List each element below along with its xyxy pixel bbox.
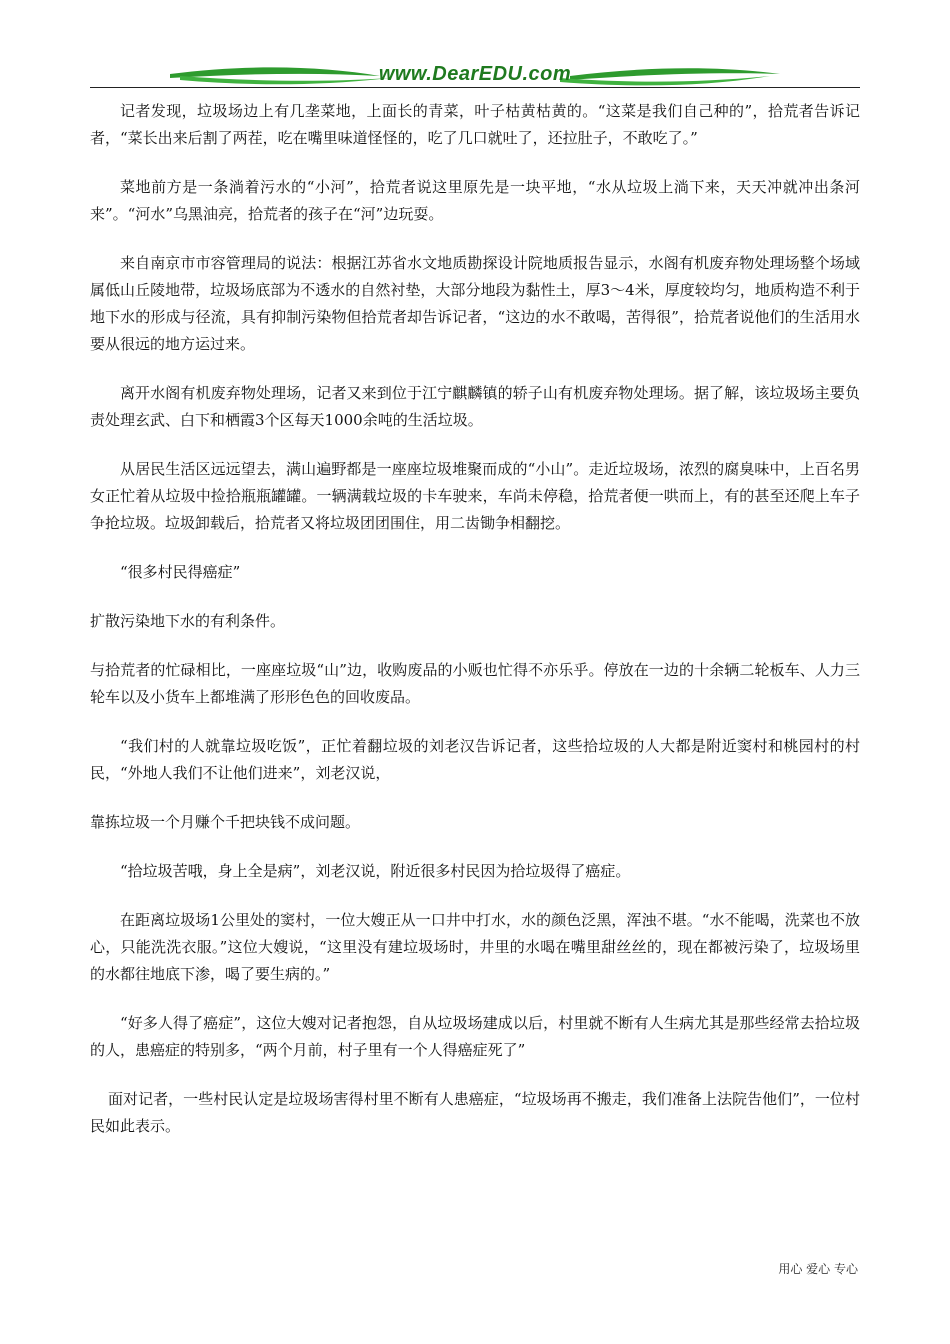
article-paragraph: 靠拣垃圾一个月赚个千把块钱不成问题。 — [90, 813, 361, 831]
article-paragraph: “很多村民得癌症” — [120, 563, 241, 581]
article-paragraph: “拾垃圾苦哦，身上全是病”，刘老汉说，附近很多村民因为拾垃圾得了癌症。 — [120, 862, 631, 880]
site-url: www.DearEDU.com — [378, 63, 572, 85]
article-paragraph: 与拾荒者的忙碌相比，一座座垃圾“山”边，收购废品的小贩也忙得不亦乐乎。停放在一边的十余辆二轮板车、人力三轮车以及小货车上都堆满了形形色色的回收废品。 — [90, 661, 860, 706]
article-paragraph: 面对记者，一些村民认定是垃圾场害得村里不断有人患癌症，“垃圾场再不搬走，我们准备上法院告他们”，一位村民如此表示。 — [90, 1090, 860, 1135]
article-paragraph: “我们村的人就靠垃圾吃饭”，正忙着翻垃圾的刘老汉告诉记者，这些拾垃圾的人大都是附近窦村和桃园村的村民，“外地人我们不让他们进来”，刘老汉说， — [90, 737, 860, 782]
article-paragraph: 记者发现，垃圾场边上有几垄菜地，上面长的青菜，叶子枯黄枯黄的。“这菜是我们自己种的”，拾荒者告诉记者，“菜长出来后割了两茬，吃在嘴里味道怪怪的，吃了几口就吐了，还拉肚子，不敢吃了。” — [90, 102, 860, 147]
footer-motto: 用心 爱心 专心 — [778, 1262, 858, 1276]
article-paragraph: 从居民生活区远远望去，满山遍野都是一座座垃圾堆聚而成的“小山”。走近垃圾场，浓烈的腐臭味中，上百名男女正忙着从垃圾中捡拾瓶瓶罐罐。一辆满载垃圾的卡车驶来，车尚未停稳，拾荒者便一哄而上，有的甚至还爬上车子争抢垃圾。垃圾卸载后，拾荒者又将垃圾团团围住，用二齿锄争相翻挖。 — [90, 460, 860, 532]
article-paragraph: 离开水阁有机废弃物处理场，记者又来到位于江宁麒麟镇的轿子山有机废弃物处理场。据了解，该垃圾场主要负责处理玄武、白下和栖霞3个区每天1000余吨的生活垃圾。 — [90, 384, 860, 429]
article-paragraph: “好多人得了癌症”，这位大嫂对记者抱怨，自从垃圾场建成以后，村里就不断有人生病尤其是那些经常去拾垃圾的人，患癌症的特别多，“两个月前，村子里有一个人得癌症死了” — [90, 1014, 860, 1059]
article-paragraph: 在距离垃圾场1公里处的窦村，一位大嫂正从一口井中打水，水的颜色泛黑，浑浊不堪。“水不能喝，洗菜也不放心，只能洗洗衣服。”这位大嫂说，“这里没有建垃圾场时，井里的水喝在嘴里甜丝丝的，现在都被污染了，垃圾场里的水都往地底下渗，喝了要生病的。” — [90, 911, 860, 983]
article-paragraph: 菜地前方是一条淌着污水的“小河”，拾荒者说这里原先是一块平地，“水从垃圾上淌下来，天天冲就冲出条河来”。“河水”乌黑油亮，拾荒者的孩子在“河”边玩耍。 — [90, 178, 860, 223]
article-paragraph: 来自南京市市容管理局的说法：根据江苏省水文地质勘探设计院地质报告显示，水阁有机废弃物处理场整个场域属低山丘陵地带，垃圾场底部为不透水的自然衬垫，大部分地段为黏性土，厚3～4米，厚度较均匀，地质构造不利于地下水的形成与径流，具有抑制污染物但拾荒者却告诉记者，“这边的水不敢喝，苦得很”，拾荒者说他们的生活用水要从很远的地方运过来。 — [90, 254, 860, 353]
article-paragraph: 扩散污染地下水的有利条件。 — [90, 612, 286, 630]
article-body — [90, 98, 860, 1162]
header-divider — [90, 87, 860, 88]
